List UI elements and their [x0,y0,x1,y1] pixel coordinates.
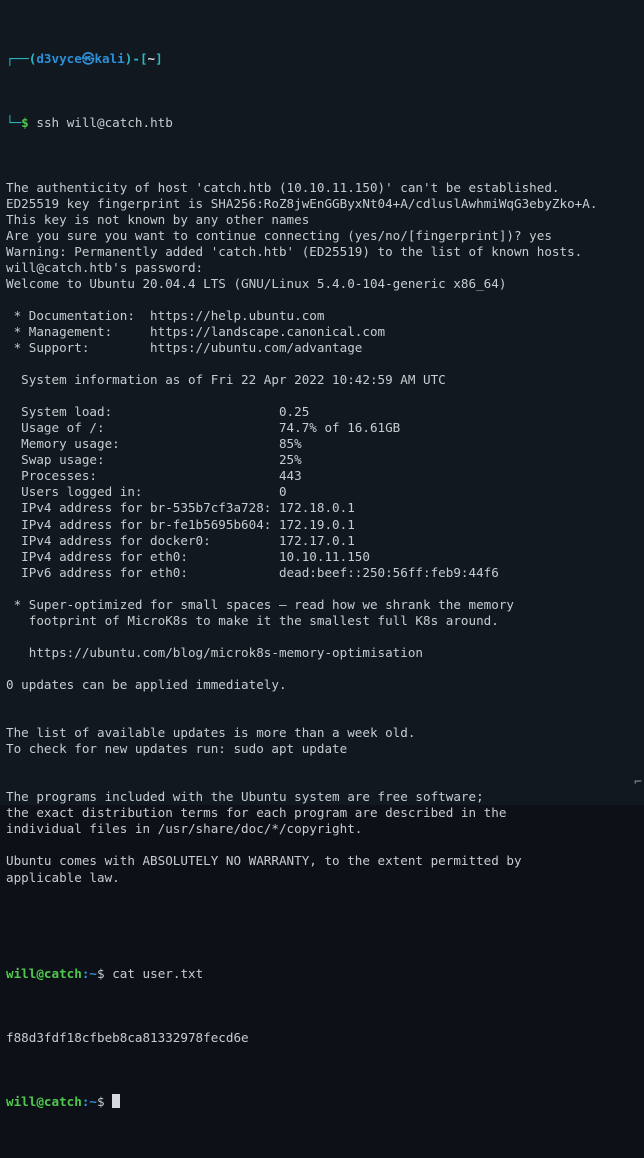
output-line: IPv4 address for docker0: 172.17.0.1 [6,532,355,548]
output-line: Are you sure you want to continue connecting (yes/no/[fingerprint])? yes [6,227,552,243]
output-line: will@catch.htb's password: [6,259,204,275]
ssh-output-block [6,180,638,918]
output-line: Memory usage: 85% [6,436,302,452]
output-line [6,661,638,677]
output-line: System load: 0.25 [6,404,310,420]
text-cursor[interactable] [112,1094,120,1108]
user-flag-output: f88d3fdf18cfbeb8ca81332978fecd6e [6,1030,249,1045]
remote-prompt-dollar: $ [97,965,105,981]
output-line [6,629,638,645]
output-line [6,356,638,372]
scroll-marker-icon: ⌐ [634,774,642,790]
output-line: IPv4 address for eth0: 10.10.11.150 [6,548,370,564]
output-line: * Management: https://landscape.canonical.com [6,323,386,339]
output-line: Welcome to Ubuntu 20.04.4 LTS (GNU/Linux 5.4.0-104-generic x86_64) [6,275,507,291]
prompt-path: ~ [147,51,156,67]
kali-prompt-line-2 [6,115,638,131]
final-prompt-line[interactable] [6,1094,638,1110]
output-line: This key is not known by any other names [6,211,310,227]
output-line [6,388,638,404]
output-line: The list of available updates is more than a week old. [6,725,416,741]
remote-prompt-colon: : [81,965,90,981]
prompt-corner: └─ [6,115,22,131]
prompt-host: kali [94,51,125,67]
prompt-at-icon: ㉿ [81,51,95,67]
cat-command: cat user.txt [112,965,204,981]
output-line: Warning: Permanently added 'catch.htb' (ED25519) to the list of known hosts. [6,243,583,259]
output-line [6,709,638,725]
prompt-user: d3vyce [36,51,82,67]
output-line: System information as of Fri 22 Apr 2022 10:42:59 AM UTC [6,372,446,388]
output-line: * Super-optimized for small spaces – read how we shrank the memory [6,596,514,612]
output-line: ED25519 key fingerprint is SHA256:RoZ8jwEnGGByxNt04+A/cdluslAwhmiWqG3ebyZko+A. [6,195,598,211]
output-line: IPv4 address for br-fe1b5695b604: 172.19.0.1 [6,516,355,532]
output-line: Ubuntu comes with ABSOLUTELY NO WARRANTY, to the extent permitted by [6,853,522,869]
output-line: To check for new updates run: sudo apt update [6,741,348,757]
output-line [6,693,638,709]
output-line [6,292,638,308]
output-line: IPv4 address for br-535b7cf3a728: 172.18.0.1 [6,500,355,516]
output-line [6,886,638,902]
final-prompt-userhost: will@catch [6,1094,82,1110]
remote-prompt-userhost: will@catch [6,965,82,981]
output-line: Swap usage: 25% [6,452,302,468]
ssh-command: ssh will@catch.htb [36,115,173,131]
output-line [6,773,638,789]
final-prompt-path: ~ [89,1094,98,1110]
output-line [6,837,638,853]
kali-prompt-line-1 [6,51,638,67]
output-line: https://ubuntu.com/blog/microk8s-memory-optimisation [6,644,424,660]
output-line [6,902,638,918]
cat-command-line [6,966,638,982]
prompt-bracket-open: ┌──( [6,51,37,67]
output-line: applicable law. [6,869,120,885]
output-line: Processes: 443 [6,468,302,484]
output-line [6,581,638,597]
prompt-dollar: $ [21,115,29,131]
output-line: Users logged in: 0 [6,484,287,500]
output-line: * Documentation: https://help.ubuntu.com [6,307,325,323]
output-line: individual files in /usr/share/doc/*/copyright. [6,821,363,837]
prompt-path-close: ] [155,51,163,67]
output-line: the exact distribution terms for each program are described in the [6,805,507,821]
output-line: footprint of MicroK8s to make it the smallest full K8s around. [6,612,499,628]
final-prompt-colon: : [81,1094,90,1110]
remote-prompt-path: ~ [89,965,98,981]
final-prompt-dollar: $ [97,1094,105,1110]
output-line [6,757,638,773]
output-line: 0 updates can be applied immediately. [6,676,287,692]
output-line: Usage of /: 74.7% of 16.61GB [6,420,401,436]
output-line: * Support: https://ubuntu.com/advantage [6,339,363,355]
output-line: The programs included with the Ubuntu system are free software; [6,789,484,805]
output-line: The authenticity of host 'catch.htb (10.10.11.150)' can't be established. [6,179,560,195]
prompt-bracket-close: )-[ [124,51,148,67]
output-line: IPv6 address for eth0: dead:beef::250:56ff:feb9:44f6 [6,564,499,580]
